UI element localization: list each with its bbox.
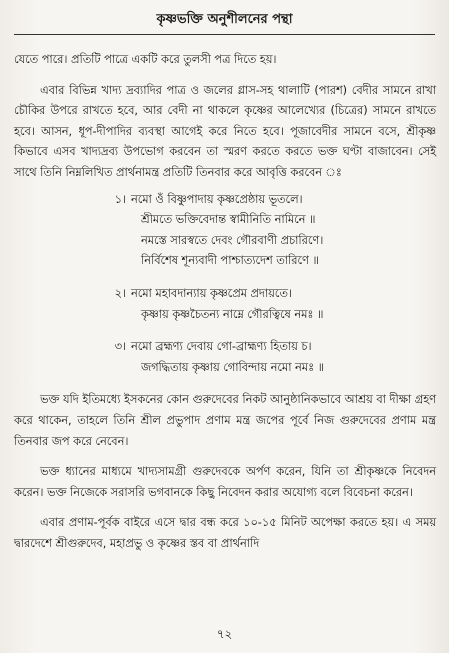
paragraph: ভক্ত যদি ইতিমধ্যে ইসকনের কোন গুরুদেবের নিকট আনুষ্ঠানিকভাবে আশ্রয় বা দীক্ষা গ্রহণ করে থাকেন, তাহলে তিনি শ্রীল প্রভুপাদ প্রণাম মন্ত্র জপের পূর্বে নিজ গুরুদেবের প্রণাম মন্ত্র তিনবার জপ করে নেবেন। <box>14 393 436 448</box>
paragraph: যেতে পারে। প্রতিটি পাত্রে একটি করে তুলসী পত্র দিতে হয়। <box>14 53 277 66</box>
page-number: ৭২ <box>216 627 233 641</box>
mantra-line: কৃষ্ণায় কৃষ্ণচৈতন্য নাম্নে গৌরত্বিষে নমঃ ॥ <box>141 307 324 321</box>
mantra-number: ২। <box>114 286 126 300</box>
mantra-item <box>14 284 436 325</box>
mantra-line: নমো ব্রহ্মণ্য দেবায় গো-ব্রাহ্মণ্য হিতায় চ। <box>131 340 312 354</box>
paragraph-gap <box>14 452 436 462</box>
paragraph-gap <box>14 503 436 513</box>
mantra-line: নমস্তে সারস্বতে দেবং গৌরবাণী প্রচারিণে। <box>141 233 324 247</box>
paragraph-gap <box>14 71 436 81</box>
paragraph: এবার বিভিন্ন খাদ্য দ্রব্যাদির পাত্র ও জলের গ্লাস-সহ থালাটি (পারশ) বেদীর সামনে রাখা চৌকির উপরে রাখতে হবে, আর বেদী না থাকলে কৃষ্ণের আলেখ্যের (চিত্রের) সামনে রাখতে হবে। আসন, ধূপ-দীপাদির ব্যবস্থা আগেই করে নিতে হবে। পূজাবেদীর সামনে বসে, শ্রীকৃষ্ণ কিভাবে এসব খাদ্যদ্রব্য উপভোগ করবেন তা স্মরণ করতে করতে ভক্ত ঘণ্টা বাজাবেন। সেই সাথে তিনি নিম্নলিখিত প্রার্থনামন্ত্র প্রতিটি তিনবার করে আবৃত্তি করবেন ঃ <box>14 83 436 179</box>
running-header: কৃষ্ণভক্তি অনুশীলনের পন্থা <box>156 12 293 27</box>
mantra-item <box>14 337 436 378</box>
mantra-line: নমো ওঁ বিষ্ণুপাদায় কৃষ্ণপ্রেষ্ঠায় ভূতলে। <box>131 192 303 206</box>
mantra-number: ১। <box>114 192 126 206</box>
header-rule <box>14 34 435 35</box>
mantra-line: শ্রীমতে ভক্তিবেদান্ত স্বামীনিতি নামিনে ॥ <box>141 213 316 227</box>
paragraph: ভক্ত ধ্যানের মাধ্যমে খাদ্যসামগ্রী গুরুদেবকে অর্পণ করেন, যিনি তা শ্রীকৃষ্ণকে নিবেদন করেন। ভক্ত নিজেকে সরাসরি ভগবানকে কিছু নিবেদন করার অযোগ্য বলে বিবেচনা করেন। <box>14 465 436 499</box>
mantra-number: ৩। <box>114 340 126 354</box>
mantra-line: জগদ্ধিতায় কৃষ্ণায় গোবিন্দায় নমো নমঃ ॥ <box>141 360 325 374</box>
page-body <box>14 50 436 554</box>
mantra-line: নমো মহাবদান্যায় কৃষ্ণপ্রেম প্রদায়তে। <box>131 286 292 300</box>
mantra-item <box>14 190 436 272</box>
mantra-list <box>14 190 436 379</box>
mantra-line: নির্বিশেষ শূন্যবাদী পাশ্চাত্যদেশ তারিণে ॥ <box>141 254 319 268</box>
paragraph: এবার প্রণাম-পূর্বক বাইরে এসে দ্বার বন্ধ করে ১০-১৫ মিনিট অপেক্ষা করতে হয়। এ সময় দ্বারদেশে শ্রীগুরুদেব, মহাপ্রভু ও কৃষ্ণের স্তব বা প্রার্থনাদি <box>14 516 436 550</box>
